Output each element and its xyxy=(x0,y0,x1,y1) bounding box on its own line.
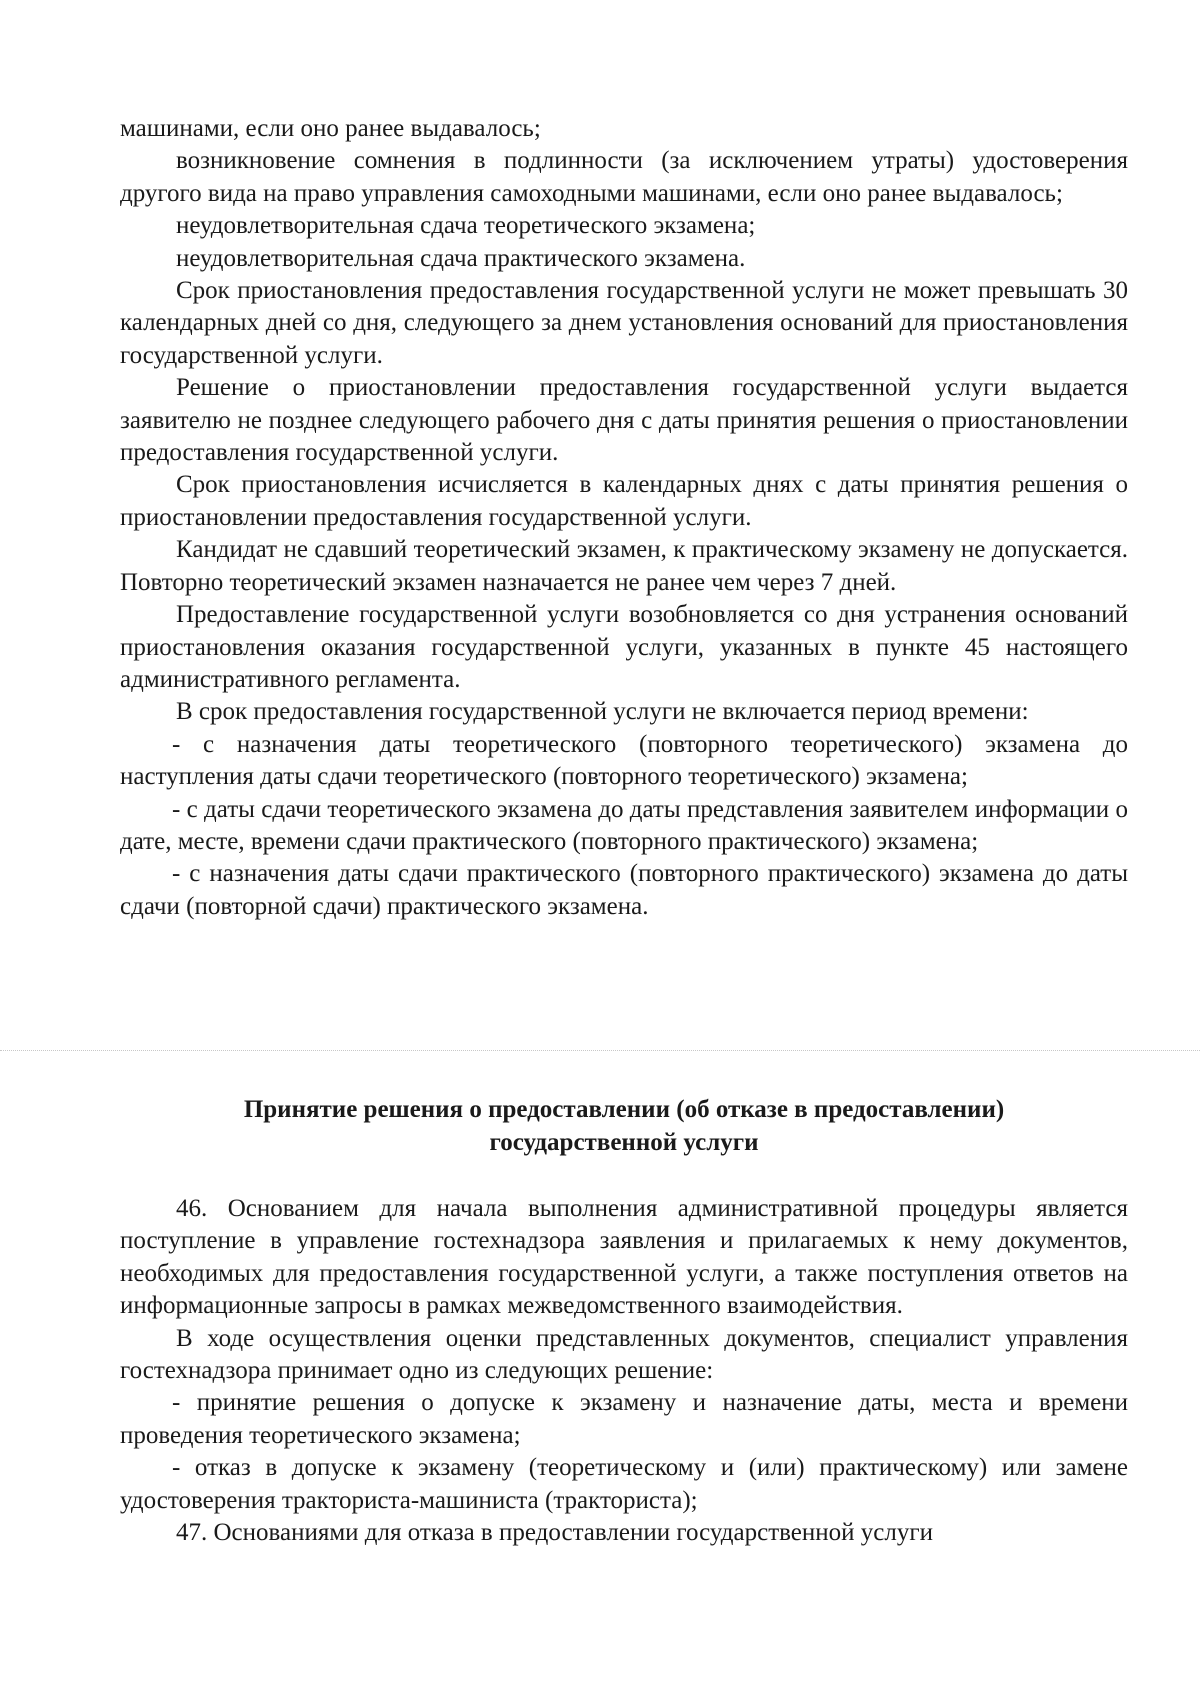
paragraph: машинами, если оно ранее выдавалось; xyxy=(120,115,541,142)
list-item: - с даты сдачи теоретического экзамена до даты представления заявителем информации о дате, месте, времени сдачи практического (повторного практического) экзамена; xyxy=(120,795,1128,855)
list-item: - отказ в допуске к экзамену (теоретическому и (или) практическому) или замене удостоверения тракториста-машиниста (тракториста); xyxy=(120,1454,1128,1514)
section-heading-line: Принятие решения о предоставлении (об отказе в предоставлении) xyxy=(243,1096,1005,1123)
section-heading-line: государственной услуги xyxy=(489,1129,759,1156)
paragraph: В срок предоставления государственной услуги не включается период времени: xyxy=(176,698,1029,726)
top-text-block xyxy=(120,113,1128,923)
paragraph: Решение о приостановлении предоставления государственной услуги выдается заявителю не позднее следующего рабочего дня с даты принятия решения о приостановлении предоставления государственной услуги. xyxy=(120,374,1128,467)
paragraph: Предоставление государственной услуги возобновляется со дня устранения оснований приостановления оказания государственной услуги, указанных в пункте 45 настоящего административного регламента. xyxy=(120,601,1128,693)
paragraph: Срок приостановления предоставления государственной услуги не может превышать 30 календарных дней со дня, следующего за днем установления оснований для приостановления государственной услуги. xyxy=(120,277,1128,369)
bottom-text-block xyxy=(120,1193,1128,1549)
paragraph: В ходе осуществления оценки представленных документов, специалист управления гостехнадзора принимает одно из следующих решение: xyxy=(120,1324,1128,1385)
paragraph: 47. Основаниями для отказа в предоставлении государственной услуги xyxy=(176,1519,933,1547)
list-item: - с назначения даты сдачи практического (повторного практического) экзамена до даты сдачи (повторной сдачи) практического экзамена. xyxy=(120,860,1128,920)
list-item: - с назначения даты теоретического (повторного теоретического) экзамена до наступления даты сдачи теоретического (повторного теоретического) экзамена; xyxy=(120,730,1128,791)
scan-artifact-line xyxy=(0,1050,1200,1051)
paragraph: неудовлетворительная сдача теоретического экзамена; xyxy=(176,212,756,240)
paragraph: Срок приостановления исчисляется в календарных днях с даты принятия решения о приостановлении предоставления государственной услуги. xyxy=(120,471,1128,531)
paragraph: неудовлетворительная сдача практического экзамена. xyxy=(176,244,746,272)
list-item: - принятие решения о допуске к экзамену и назначение даты, места и времени проведения теоретического экзамена; xyxy=(120,1389,1128,1449)
section-heading xyxy=(120,1093,1128,1159)
paragraph: Кандидат не сдавший теоретический экзамен, к практическому экзамену не допускается. Повторно теоретический экзамен назначается не ранее чем через 7 дней. xyxy=(120,536,1128,596)
paragraph: возникновение сомнения в подлинности (за исключением утраты) удостоверения другого вида на право управления самоходными машинами, если оно ранее выдавалось; xyxy=(120,147,1128,207)
paragraph: 46. Основанием для начала выполнения административной процедуры является поступление в управление гостехнадзора заявления и прилагаемых к нему документов, необходимых для предоставления государственной услуги, а также поступления ответов на информационные запросы в рамках межведомственного взаимодействия. xyxy=(120,1195,1128,1320)
